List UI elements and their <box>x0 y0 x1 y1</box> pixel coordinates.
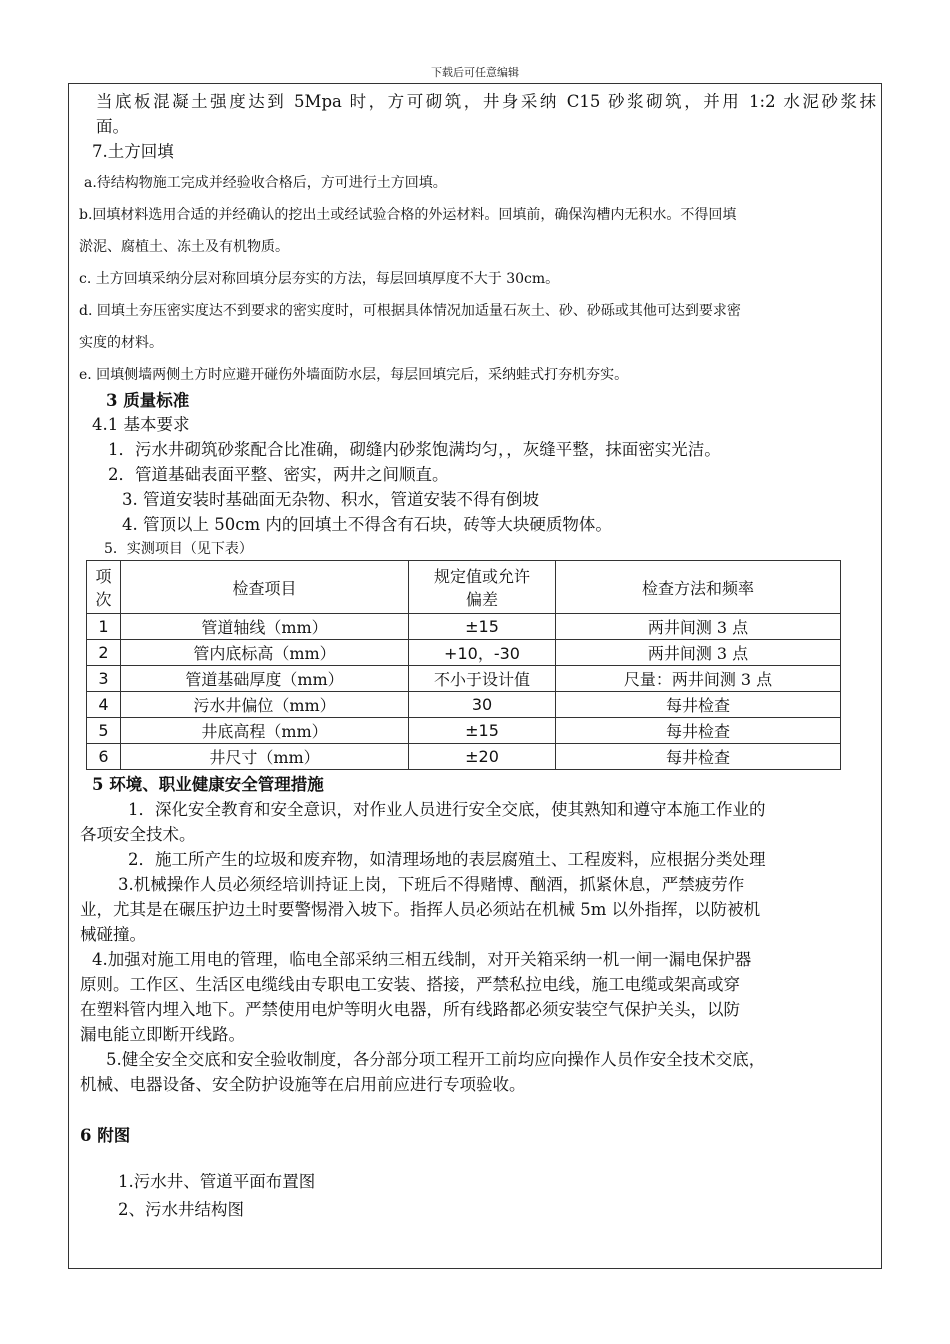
cell-item: 管道轴线（mm） <box>121 614 409 640</box>
cell-tolerance: 30 <box>409 692 556 718</box>
cell-no: 5 <box>87 718 121 744</box>
cell-no: 2 <box>87 640 121 666</box>
cell-item: 管内底标高（mm） <box>121 640 409 666</box>
attachment-item-2: 2、污水井结构图 <box>118 1200 244 1219</box>
cell-method: 每井检查 <box>556 692 841 718</box>
cell-no: 3 <box>87 666 121 692</box>
safety-p4-line-3: 在塑料管内埋入地下。严禁使用电炉等明火电器，所有线路都必须安装空气保护关头，以防 <box>80 1000 740 1019</box>
table-row <box>87 640 841 666</box>
continuation-line-1: 当底板混凝土强度达到 5Mpa 时，方可砌筑，井身采纳 C15 砂浆砌筑，并用 1:2 水泥砂浆抹 <box>96 92 876 111</box>
continuation-line-2: 面。 <box>96 117 129 136</box>
cell-method: 两井间测 3 点 <box>556 614 841 640</box>
safety-p4-line-4: 漏电能立即断开线路。 <box>80 1025 245 1044</box>
cell-tolerance: 不小于设计值 <box>409 666 556 692</box>
quality-item-3: 3. 管道安装时基础面无杂物、积水，管道安装不得有倒坡 <box>122 490 539 509</box>
header-check-item: 检查项目 <box>121 561 409 614</box>
table-row <box>87 718 841 744</box>
cell-no: 6 <box>87 744 121 770</box>
table-row <box>87 692 841 718</box>
quality-heading: 3 质量标准 <box>106 391 190 410</box>
header-item-no: 项 次 <box>87 561 121 614</box>
cell-method: 两井间测 3 点 <box>556 640 841 666</box>
attachment-item-1: 1.污水井、管道平面布置图 <box>118 1172 316 1191</box>
cell-item: 污水井偏位（mm） <box>121 692 409 718</box>
backfill-item-d-line-2: 实度的材料。 <box>79 335 163 351</box>
safety-p2: 2．施工所产生的垃圾和废弃物，如清理场地的表层腐殖土、工程废料，应根据分类处理 <box>128 850 766 869</box>
cell-no: 1 <box>87 614 121 640</box>
cell-item: 管道基础厚度（mm） <box>121 666 409 692</box>
page-header-note: 下载后可任意编辑 <box>431 66 519 79</box>
backfill-item-d-line-1: d. 回填土夯压密实度达不到要求的密实度时，可根据具体情况加适量石灰土、砂、砂砾或其他可达到要求密 <box>79 303 741 319</box>
quality-item-2: 2．管道基础表面平整、密实，两井之间顺直。 <box>108 465 449 484</box>
cell-tolerance: +10，-30 <box>409 640 556 666</box>
safety-p5-line-1: 5.健全安全交底和安全验收制度，各分部分项工程开工前均应向操作人员作安全技术交底， <box>106 1050 766 1069</box>
header-method: 检查方法和频率 <box>556 561 841 614</box>
quality-item-4: 4. 管顶以上 50cm 内的回填土不得含有石块，砖等大块硬质物体。 <box>122 515 612 534</box>
backfill-item-e: e. 回填侧墙两侧土方时应避开碰伤外墙面防水层，每层回填完后，采纳蛙式打夯机夯实。 <box>79 367 629 383</box>
cell-method: 尺量：两井间测 3 点 <box>556 666 841 692</box>
backfill-item-b-line-2: 淤泥、腐植土、冻土及有机物质。 <box>79 239 289 255</box>
backfill-heading: 7.土方回填 <box>92 142 174 161</box>
safety-p3-line-2: 业，尤其是在碾压护边土时要警惕滑入坡下。指挥人员必须站在机械 5m 以外指挥，以防被机 <box>80 900 761 919</box>
cell-method: 每井检查 <box>556 744 841 770</box>
backfill-item-b-line-1: b.回填材料选用合适的并经确认的挖出土或经试验合格的外运材料。回填前，确保沟槽内无积水。不得回填 <box>79 207 737 223</box>
safety-p4-line-2: 原则。工作区、生活区电缆线由专职电工安装、搭接，严禁私拉电线，施工电缆或架高或穿 <box>80 975 740 994</box>
table-row <box>87 744 841 770</box>
safety-p4-line-1: 4.加强对施工用电的管理，临电全部采纳三相五线制，对开关箱采纳一机一闸一漏电保护器 <box>92 950 752 969</box>
cell-method: 每井检查 <box>556 718 841 744</box>
safety-heading: 5 环境、职业健康安全管理措施 <box>92 775 324 794</box>
cell-tolerance: ±15 <box>409 718 556 744</box>
measured-items-caption: 5．实测项目（见下表） <box>104 541 253 557</box>
table-row <box>87 614 841 640</box>
table-row <box>87 666 841 692</box>
cell-item: 井尺寸（mm） <box>121 744 409 770</box>
safety-p3-line-3: 械碰撞。 <box>80 925 146 944</box>
table-header-row <box>87 561 841 614</box>
attachments-heading: 6 附图 <box>80 1126 131 1145</box>
inspection-table <box>86 560 841 770</box>
header-tolerance: 规定值或允许 偏差 <box>409 561 556 614</box>
safety-p1-line-2: 各项安全技术。 <box>80 825 196 844</box>
backfill-item-c: c. 土方回填采纳分层对称回填分层夯实的方法，每层回填厚度不大于 30cm。 <box>79 271 560 287</box>
cell-item: 井底高程（mm） <box>121 718 409 744</box>
quality-item-1: 1．污水井砌筑砂浆配合比准确，砌缝内砂浆饱满均匀，，灰缝平整，抹面密实光洁。 <box>108 440 721 459</box>
cell-tolerance: ±20 <box>409 744 556 770</box>
safety-p1-line-1: 1．深化安全教育和安全意识，对作业人员进行安全交底，使其熟知和遵守本施工作业的 <box>128 800 766 819</box>
safety-p5-line-2: 机械、电器设备、安全防护设施等在启用前应进行专项验收。 <box>80 1075 526 1094</box>
backfill-item-a: a.待结构物施工完成并经验收合格后，方可进行土方回填。 <box>84 175 447 191</box>
cell-tolerance: ±15 <box>409 614 556 640</box>
quality-subheading: 4.1 基本要求 <box>92 415 190 434</box>
safety-p3-line-1: 3.机械操作人员必须经培训持证上岗，下班后不得赌博、酗酒，抓紧休息，严禁疲劳作 <box>118 875 745 894</box>
cell-no: 4 <box>87 692 121 718</box>
